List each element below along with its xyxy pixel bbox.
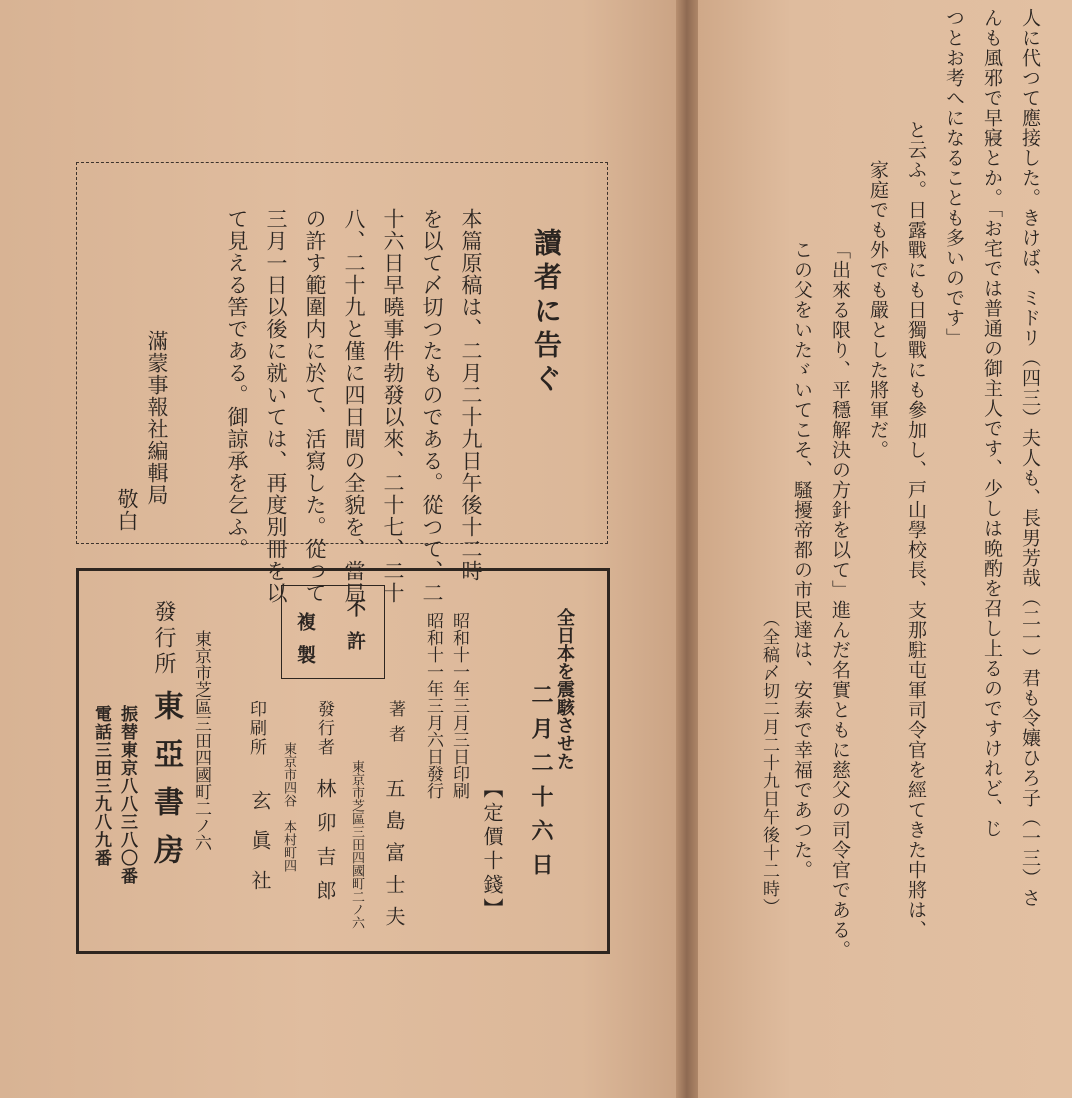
right-line-8: （全稿〆切二月二十九日午後十二時） (759, 610, 779, 916)
fukyo-line2: 複製 (294, 612, 316, 678)
printer-name: 玄眞社 (248, 790, 272, 910)
book-gutter (676, 0, 700, 1098)
notice-line-1: 本篇原稿は、二月二十九日午後十二時 (459, 208, 483, 582)
office-name: 東亞書房 (148, 690, 183, 882)
notice-signature-org: 滿蒙事報社編輯局 (145, 330, 169, 506)
notice-line-6: 三月一日以後に就いては、再度別冊を以 (264, 208, 288, 604)
publisher-label: 發行者 (314, 700, 334, 757)
fukyo-line1: 不許 (344, 598, 366, 664)
publisher-address: 東京市芝區三田四國町二ノ六 (349, 760, 364, 929)
price: 【定價十錢】 (480, 778, 504, 922)
notice-title: 讀者に告ぐ (530, 228, 563, 398)
publisher-name: 林卯吉郎 (313, 778, 337, 914)
right-line-3: つとお考へになることも多いのです」 (943, 8, 965, 348)
right-line-4: と云ふ。日露戰にも日獨戰にも參加し、戸山學校長、支那駐屯軍司令官を經てきた中將は、 (905, 120, 927, 940)
transfer-account: 振替東京八八三八〇番 (117, 705, 137, 885)
right-line-1: 人に代つて應接した。きけば、ミドリ（四三）夫人も、長男芳哉（二一）君も令孃ひろ子（一三）さ (1019, 8, 1041, 908)
author-name: 五島富士夫 (382, 778, 406, 938)
notice-line-3: 十六日早曉事件勃發以來、二十七、二十 (381, 208, 405, 604)
published-date: 昭和十一年三月六日發行 (423, 612, 443, 799)
office-address: 東京市芝區三田四國町二ノ六 (191, 630, 211, 851)
notice-line-2: を以て〆切つたものである。從つて、二 (420, 208, 444, 604)
book-title-line1: 全日本を震駭させた (554, 608, 575, 770)
right-line-5: 家庭でも外でも嚴とした將軍だ。 (867, 160, 889, 460)
phone-number: 電話三田三九八九番 (91, 705, 111, 867)
printer-label: 印刷所 (246, 700, 266, 757)
right-line-7: この父をいたゞいてこそ、騷擾帝都の市民達は、安泰で幸福であつた。 (791, 240, 813, 880)
notice-line-4: 八、二十九と僅に四日間の全貌を、當局 (342, 208, 366, 604)
printed-date: 昭和十一年三月三日印刷 (449, 612, 469, 799)
notice-line-7: て見える筈である。御諒承を乞ふ。 (225, 208, 249, 560)
right-line-6: 「出來る限り、平穩解決の方針を以て」進んだ名實ともに慈父の司令官である。 (829, 240, 851, 960)
author-label: 著者 (385, 700, 405, 750)
office-label: 發行所 (151, 600, 176, 678)
printer-address: 東京市四谷 本村町四 (281, 742, 296, 872)
right-line-2: んも風邪で早寢とか。「お宅では普通の御主人です、少しは晩酌を召し上るのですけれど、じ (981, 8, 1003, 839)
notice-line-5: の許す範圍内に於て、活寫した。從つて (303, 208, 327, 604)
notice-signature-word: 敬白 (115, 488, 139, 532)
book-title-line2: 二月二十六日 (528, 683, 554, 887)
